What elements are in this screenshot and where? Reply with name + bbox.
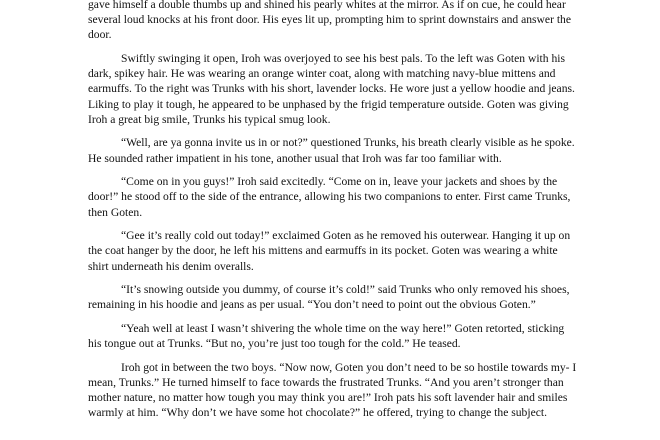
story-text — [88, 0, 580, 429]
paragraph-7: “Yeah well at least I wasn’t shivering the whole time on the way here!” Goten retorted, sticking his tongue out at Trunks. “But no, you’re just too tough for the cold.” He teased. — [88, 322, 565, 351]
paragraph-2: Swiftly swinging it open, Iroh was overjoyed to see his best pals. To the left was Goten with his dark, spikey hair. He was wearing an orange winter coat, along with matching navy-blue mittens and earmuffs. To the right was Trunks with his short, lavender locks. He wore just a yellow hoodie and jeans. Liking to play it tough, he appeared to be unphased by the frigid temperature outside. Goten was giving Iroh a great big smile, Trunks his typical smug look. — [88, 52, 575, 126]
paragraph-8: Iroh got in between the two boys. “Now now, Goten you don’t need to be so hostile towards my- I mean, Trunks.” He turned himself to face towards the frustrated Trunks. “And you aren’t stronger than mother nature, no matter how tough you may think you are!” Iroh pats his soft lavender hair and smiles warmly at him. “Why don’t we have some hot chocolate?” he offered, trying to change the subject. — [88, 360, 577, 420]
paragraph-1: gave himself a double thumbs up and shined his pearly whites at the mirror. As if on cue, he could hear several loud knocks at his front door. His eyes lit up, prompting him to sprint downstairs and answer the door. — [88, 0, 572, 42]
paragraph-4: “Come on in you guys!” Iroh said excitedly. “Come on in, leave your jackets and shoes by the door!” he stood off to the side of the entrance, allowing his two companions to enter. First came Trunks, then Goten. — [88, 175, 571, 219]
paragraph-6: “It’s snowing outside you dummy, of course it’s cold!” said Trunks who only removed his shoes, remaining in his hoodie and jeans as per usual. “You don’t need to point out the obvious Goten.” — [88, 283, 570, 312]
paragraph-3: “Well, are ya gonna invite us in or not?” questioned Trunks, his breath clearly visible as he spoke. He sounded rather impatient in his tone, another usual that Iroh was far too familiar with. — [88, 136, 575, 165]
paragraph-5: “Gee it’s really cold out today!” exclaimed Goten as he removed his outerwear. Hanging it up on the coat hanger by the door, he left his mittens and earmuffs in its pocket. Goten was wearing a white shirt underneath his denim overalls. — [88, 229, 571, 273]
